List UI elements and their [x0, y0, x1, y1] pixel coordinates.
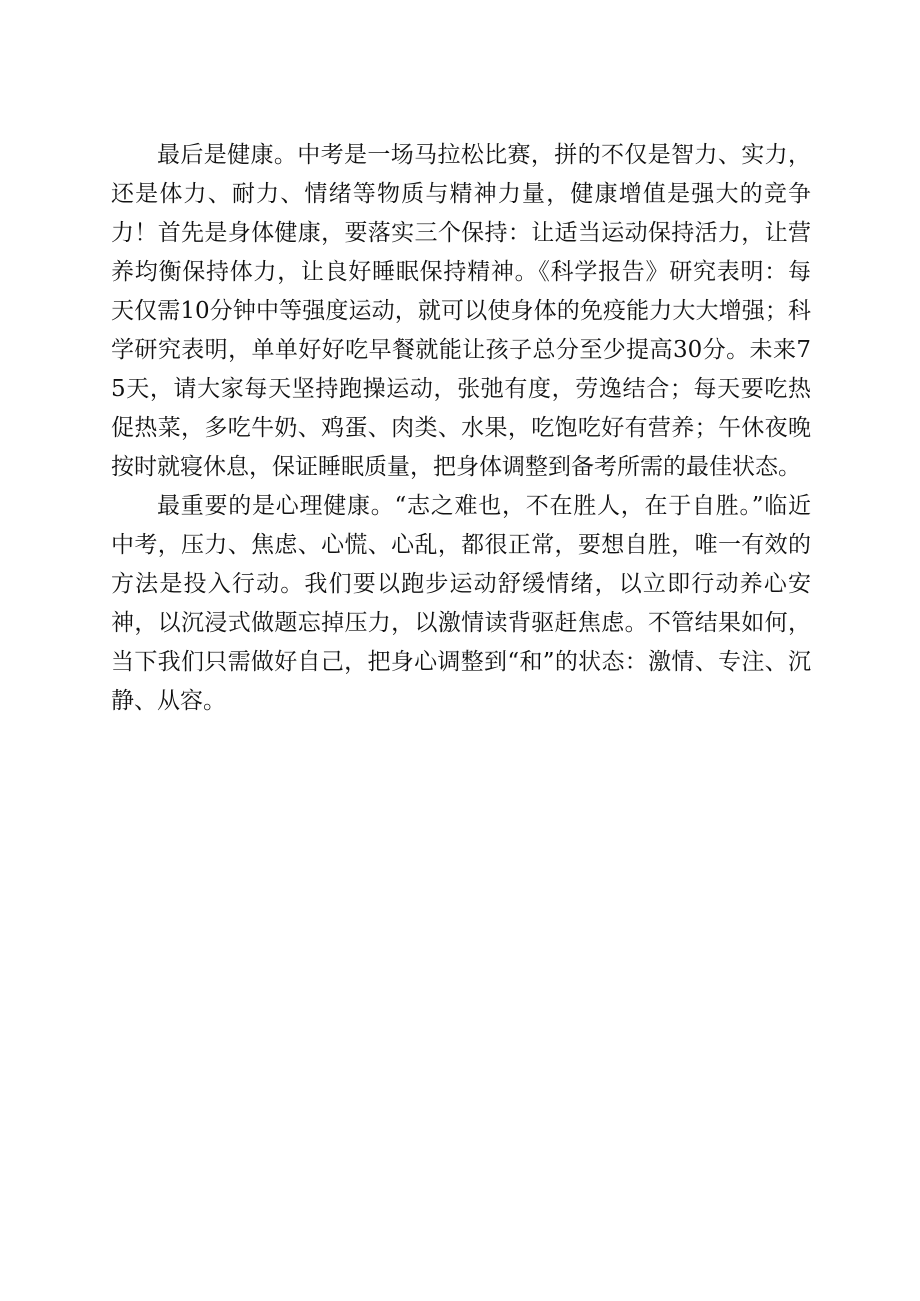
paragraph-physical-health: 最后是健康。中考是一场马拉松比赛，拼的不仅是智力、实力，还是体力、耐力、情绪等物质与精神力量，健康增值是强大的竞争力！首先是身体健康，要落实三个保持：让适当运动保持活力，让营养均衡保持体力，让良好睡眠保持精神。《科学报告》研究表明：每天仅需10分钟中等强度运动，就可以使身体的免疫能力大大增强；科学研究表明，单单好好吃早餐就能让孩子总分至少提高30分。未来75天，请大家每天坚持跑操运动，张弛有度，劳逸结合；每天要吃热促热菜，多吃牛奶、鸡蛋、肉类、水果，吃饱吃好有营养；午休夜晚按时就寝休息，保证睡眠质量，把身体调整到备考所需的最佳状态。	[111, 142, 811, 480]
document-body	[111, 136, 811, 721]
paragraph-mental-health: 最重要的是心理健康。“志之难也，不在胜人，在于自胜。”临近中考，压力、焦虑、心慌、心乱，都很正常，要想自胜，唯一有效的方法是投入行动。我们要以跑步运动舒缓情绪，以立即行动养心安神，以沉浸式做题忘掉压力，以激情读背驱赶焦虑。不管结果如何，当下我们只需做好自己，把身心调整到“和”的状态：激情、专注、沉静、从容。	[111, 493, 811, 714]
